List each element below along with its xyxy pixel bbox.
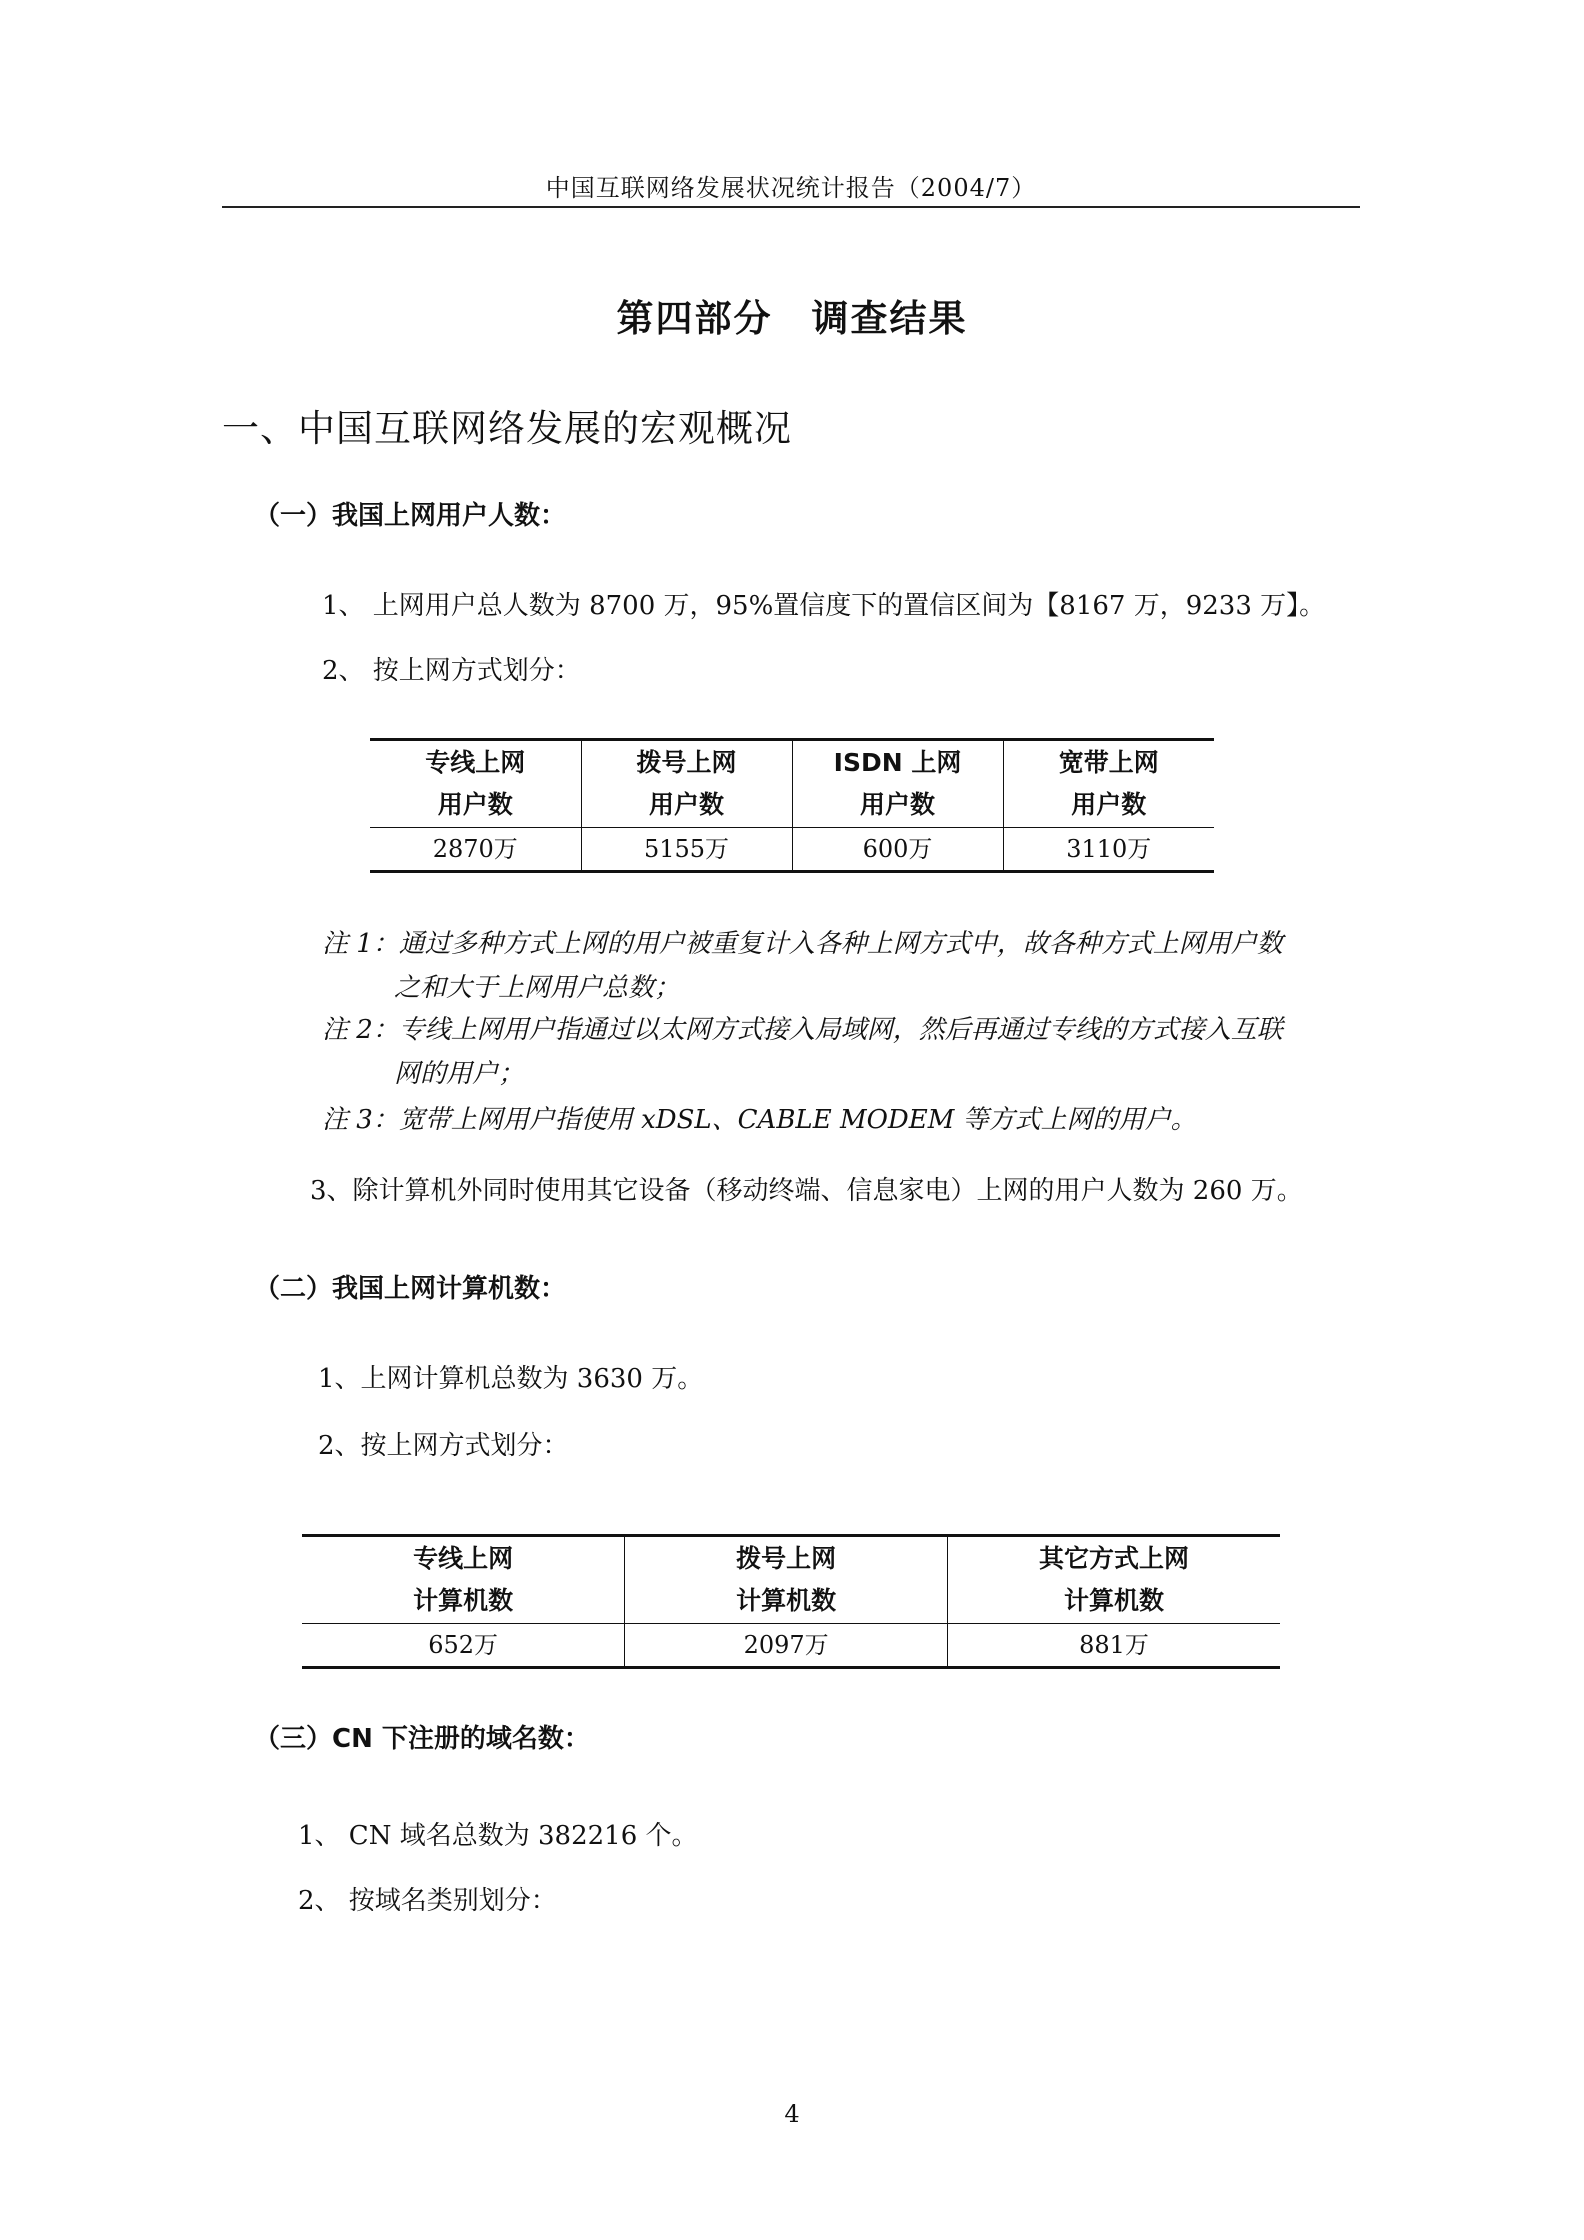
other-devices-line: 3、除计算机外同时使用其它设备（移动终端、信息家电）上网的用户人数为 260 万。	[310, 1176, 1303, 1206]
table-cell: 881万	[947, 1624, 1280, 1668]
note-1: 注 1：通过多种方式上网的用户被重复计入各种上网方式中，故各种方式上网用户数 之和大于上网用户总数；	[322, 929, 1283, 1003]
computers-by-access-table	[302, 1534, 1280, 1669]
table-header-cell: 拨号上网 用户数	[581, 740, 792, 828]
note-2: 注 2：专线上网用户指通过以太网方式接入局域网，然后再通过专线的方式接入互联 网的用户；	[322, 1015, 1283, 1089]
table-header-cell: 宽带上网 用户数	[1003, 740, 1214, 828]
users-by-access-table	[370, 738, 1214, 873]
computers-total-line: 1、上网计算机总数为 3630 万。	[318, 1364, 704, 1394]
users-total-line: 1、 上网用户总人数为 8700 万，95%置信度下的置信区间为【8167 万，9233 万】。	[322, 591, 1326, 621]
table-row	[370, 828, 1214, 872]
computers-heading: （二）我国上网计算机数：	[254, 1274, 567, 1304]
header-divider	[222, 206, 1360, 208]
table-header-cell: 其它方式上网 计算机数	[947, 1536, 1280, 1624]
table-cell: 5155万	[581, 828, 792, 872]
running-header: 中国互联网络发展状况统计报告（2004/7）	[545, 174, 1037, 202]
users-heading: （一）我国上网用户人数：	[254, 501, 567, 531]
table-cell: 2097万	[625, 1624, 948, 1668]
page-number: 4	[784, 2100, 800, 2128]
part-title: 第四部分 调查结果	[616, 297, 968, 340]
note-3: 注 3：宽带上网用户指使用 xDSL、CABLE MODEM 等方式上网的用户。	[322, 1105, 1197, 1135]
table-row	[302, 1624, 1280, 1668]
table-cell: 652万	[302, 1624, 625, 1668]
table-header-cell: ISDN 上网 用户数	[792, 740, 1003, 828]
table-cell: 600万	[792, 828, 1003, 872]
domains-breakdown-line: 2、 按域名类别划分：	[298, 1886, 557, 1916]
domains-total-line: 1、 CN 域名总数为 382216 个。	[298, 1821, 698, 1851]
computers-breakdown-line: 2、按上网方式划分：	[318, 1431, 569, 1461]
table-header-cell: 拨号上网 计算机数	[625, 1536, 948, 1624]
users-breakdown-line: 2、 按上网方式划分：	[322, 656, 581, 686]
section-title: 一、中国互联网络发展的宏观概况	[222, 407, 792, 450]
domains-heading: （三）CN 下注册的域名数：	[254, 1724, 590, 1754]
table-cell: 3110万	[1003, 828, 1214, 872]
table-header-cell: 专线上网 计算机数	[413, 1544, 514, 1615]
table-cell: 2870万	[370, 828, 581, 872]
table-header-row	[370, 740, 1214, 828]
table-header-row	[302, 1536, 1280, 1624]
table-header-cell: 专线上网 用户数	[425, 748, 526, 819]
